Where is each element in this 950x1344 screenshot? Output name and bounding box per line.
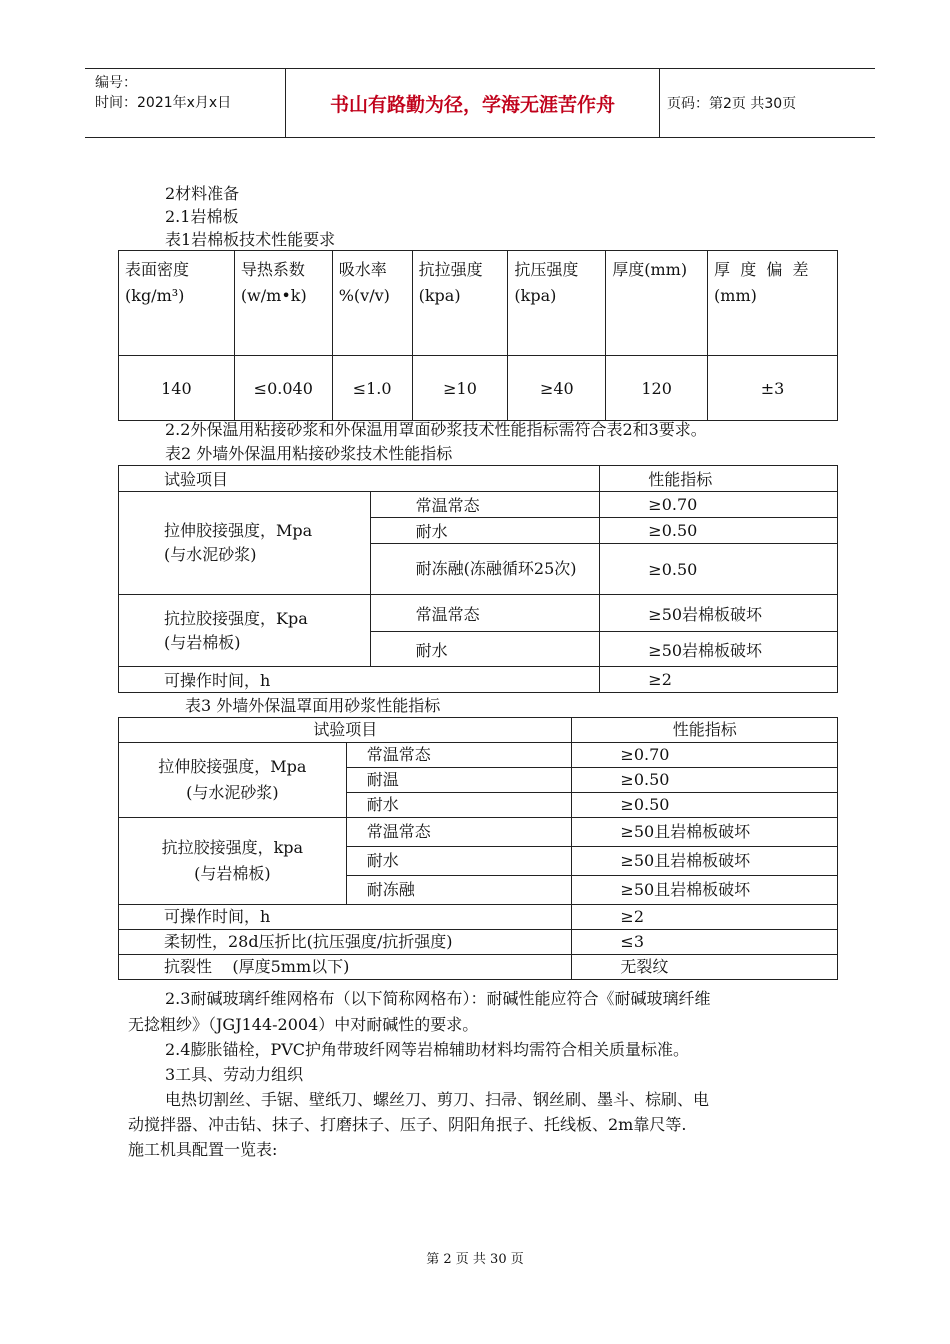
column-header bbox=[119, 251, 235, 356]
table3-caption: 表3 外墙外保温罩面用砂浆性能指标 bbox=[185, 696, 441, 715]
table-cell: ≤0.040 bbox=[234, 356, 332, 421]
table-cell: 耐水 bbox=[370, 632, 600, 667]
document-header bbox=[85, 68, 875, 138]
finishing-mortar-table bbox=[118, 717, 838, 980]
column-header-line: 表面密度 bbox=[125, 260, 190, 279]
table-cell: ≤1.0 bbox=[332, 356, 412, 421]
table-cell: 耐水 bbox=[370, 518, 600, 544]
column-header-line: 吸水率 bbox=[338, 260, 387, 279]
table-cell: ≤3 bbox=[572, 930, 838, 955]
group-label bbox=[119, 743, 347, 818]
table2-caption: 表2 外墙外保温用粘接砂浆技术性能指标 bbox=[165, 444, 453, 463]
table1-caption: 表1岩棉板技术性能要求 bbox=[165, 230, 336, 249]
table-cell: 耐温 bbox=[346, 768, 572, 793]
table-cell: 常温常态 bbox=[370, 595, 600, 632]
table-cell: 常温常态 bbox=[346, 743, 572, 768]
group-label-line: 抗拉胶接强度，kpa bbox=[161, 838, 304, 857]
table-cell: 耐水 bbox=[346, 793, 572, 818]
table-cell: 常温常态 bbox=[346, 818, 572, 847]
table-header-row bbox=[119, 718, 838, 743]
column-header: 试验项目 bbox=[119, 466, 600, 492]
column-header-line: 抗拉强度 bbox=[418, 260, 483, 279]
section-2-1-heading: 2.1岩棉板 bbox=[165, 207, 239, 226]
table-row bbox=[119, 930, 838, 955]
table-cell: ≥50且岩棉板破坏 bbox=[572, 818, 838, 847]
table-row bbox=[119, 492, 838, 518]
column-header-line: (kpa) bbox=[514, 286, 557, 305]
table-cell: ≥0.70 bbox=[572, 743, 838, 768]
table-cell: 常温常态 bbox=[370, 492, 600, 518]
table-cell: ≥2 bbox=[572, 905, 838, 930]
page-label: 页码：第2页 共30页 bbox=[667, 96, 797, 112]
bonding-mortar-table bbox=[118, 465, 838, 693]
table-row bbox=[119, 595, 838, 632]
group-label-line: 抗拉胶接强度，Kpa bbox=[164, 608, 308, 628]
rockwool-spec-table bbox=[118, 250, 838, 421]
column-header-line: 导热系数 bbox=[240, 260, 305, 279]
section-2-3-text-line1: 2.3耐碱玻璃纤维网格布（以下简称网格布）：耐碱性能应符合《耐碱玻璃纤维 bbox=[165, 989, 711, 1008]
table-cell: ≥0.50 bbox=[572, 793, 838, 818]
table-row bbox=[119, 356, 838, 421]
column-header-line: 厚度(mm) bbox=[612, 260, 688, 279]
table-cell: ≥0.50 bbox=[572, 768, 838, 793]
group-label-line: (与水泥砂浆) bbox=[186, 783, 279, 802]
header-slogan: 书山有路勤为径，学海无涯苦作舟 bbox=[329, 93, 615, 116]
table-cell: 140 bbox=[119, 356, 235, 421]
column-header: 性能指标 bbox=[600, 466, 838, 492]
group-label-line: (与岩棉板) bbox=[164, 632, 241, 652]
table-cell: 耐冻融 bbox=[346, 876, 572, 905]
table-cell: 120 bbox=[606, 356, 708, 421]
table-cell: ≥50岩棉板破坏 bbox=[600, 595, 838, 632]
column-header-line: (mm) bbox=[714, 286, 757, 305]
table-cell: ≥50且岩棉板破坏 bbox=[572, 876, 838, 905]
table-cell: 耐冻融(冻融循环25次) bbox=[370, 544, 600, 595]
table-cell: 柔韧性，28d压折比(抗压强度/抗折强度) bbox=[119, 930, 572, 955]
table-cell: ≥0.50 bbox=[600, 544, 838, 595]
column-header bbox=[606, 251, 708, 356]
table-cell: 可操作时间，h bbox=[119, 667, 600, 693]
group-label-line: (与水泥砂浆) bbox=[164, 545, 257, 564]
column-header bbox=[332, 251, 412, 356]
column-header-line: (kg/m³) bbox=[125, 286, 185, 305]
table-row bbox=[119, 667, 838, 693]
time-label: 时间：2021年x月x日 bbox=[95, 95, 232, 111]
section-2-2-text: 2.2外保温用粘接砂浆和外保温用罩面砂浆技术性能指标需符合表2和3要求。 bbox=[165, 420, 707, 439]
table-cell: ≥2 bbox=[600, 667, 838, 693]
table-header-row bbox=[119, 251, 838, 356]
table-cell: ≥40 bbox=[508, 356, 606, 421]
table-header-row bbox=[119, 466, 838, 492]
group-label bbox=[119, 818, 347, 905]
table-cell: ±3 bbox=[708, 356, 838, 421]
table-cell: ≥0.70 bbox=[600, 492, 838, 518]
table-cell: ≥0.50 bbox=[600, 518, 838, 544]
table-row bbox=[119, 818, 838, 847]
column-header-line: 抗压强度 bbox=[514, 260, 579, 279]
group-label bbox=[119, 595, 371, 667]
column-header-line: %(v/v) bbox=[338, 286, 390, 305]
table-row bbox=[119, 743, 838, 768]
column-header-line: (w/m•k) bbox=[240, 286, 307, 305]
table-cell: ≥50岩棉板破坏 bbox=[600, 632, 838, 667]
table-cell: ≥10 bbox=[412, 356, 508, 421]
column-header bbox=[708, 251, 838, 356]
column-header-line: (kpa) bbox=[418, 286, 461, 305]
column-header-line: 厚 度 偏 差 bbox=[714, 260, 809, 279]
group-label bbox=[119, 492, 371, 595]
table-cell: 可操作时间，h bbox=[119, 905, 572, 930]
group-label-line: 拉伸胶接强度，Mpa bbox=[164, 521, 313, 540]
section-2-heading: 2材料准备 bbox=[165, 184, 240, 203]
tools-text-line1: 电热切割丝、手锯、壁纸刀、螺丝刀、剪刀、扫帚、钢丝刷、墨斗、棕刷、电 bbox=[165, 1090, 710, 1109]
column-header: 性能指标 bbox=[572, 718, 838, 743]
column-header bbox=[412, 251, 508, 356]
header-divider-right bbox=[659, 69, 660, 137]
table-cell: 耐水 bbox=[346, 847, 572, 876]
group-label-line: (与岩棉板) bbox=[194, 864, 271, 883]
table-cell: 无裂纹 bbox=[572, 955, 838, 980]
section-3-heading: 3工具、劳动力组织 bbox=[165, 1065, 304, 1084]
section-2-4-text: 2.4膨胀锚栓，PVC护角带玻纤网等岩棉辅助材料均需符合相关质量标准。 bbox=[165, 1040, 690, 1059]
section-2-3-text-line2: 无捻粗纱》（JGJ144-2004）中对耐碱性的要求。 bbox=[128, 1015, 479, 1034]
number-label: 编号： bbox=[95, 75, 137, 91]
table-cell: ≥50且岩棉板破坏 bbox=[572, 847, 838, 876]
column-header bbox=[234, 251, 332, 356]
column-header bbox=[508, 251, 606, 356]
table-row bbox=[119, 955, 838, 980]
table-cell: 抗裂性 (厚度5mm以下) bbox=[119, 955, 572, 980]
group-label-line: 拉伸胶接强度，Mpa bbox=[158, 757, 307, 776]
machines-caption: 施工机具配置一览表: bbox=[128, 1140, 278, 1159]
table-row bbox=[119, 905, 838, 930]
header-meta bbox=[95, 73, 231, 113]
tools-text-line2: 动搅拌器、冲击钻、抹子、打磨抹子、压子、阴阳角抿子、托线板、2m靠尺等. bbox=[128, 1115, 687, 1134]
column-header: 试验项目 bbox=[119, 718, 572, 743]
page-footer: 第 2 页 共 30 页 bbox=[426, 1252, 524, 1267]
